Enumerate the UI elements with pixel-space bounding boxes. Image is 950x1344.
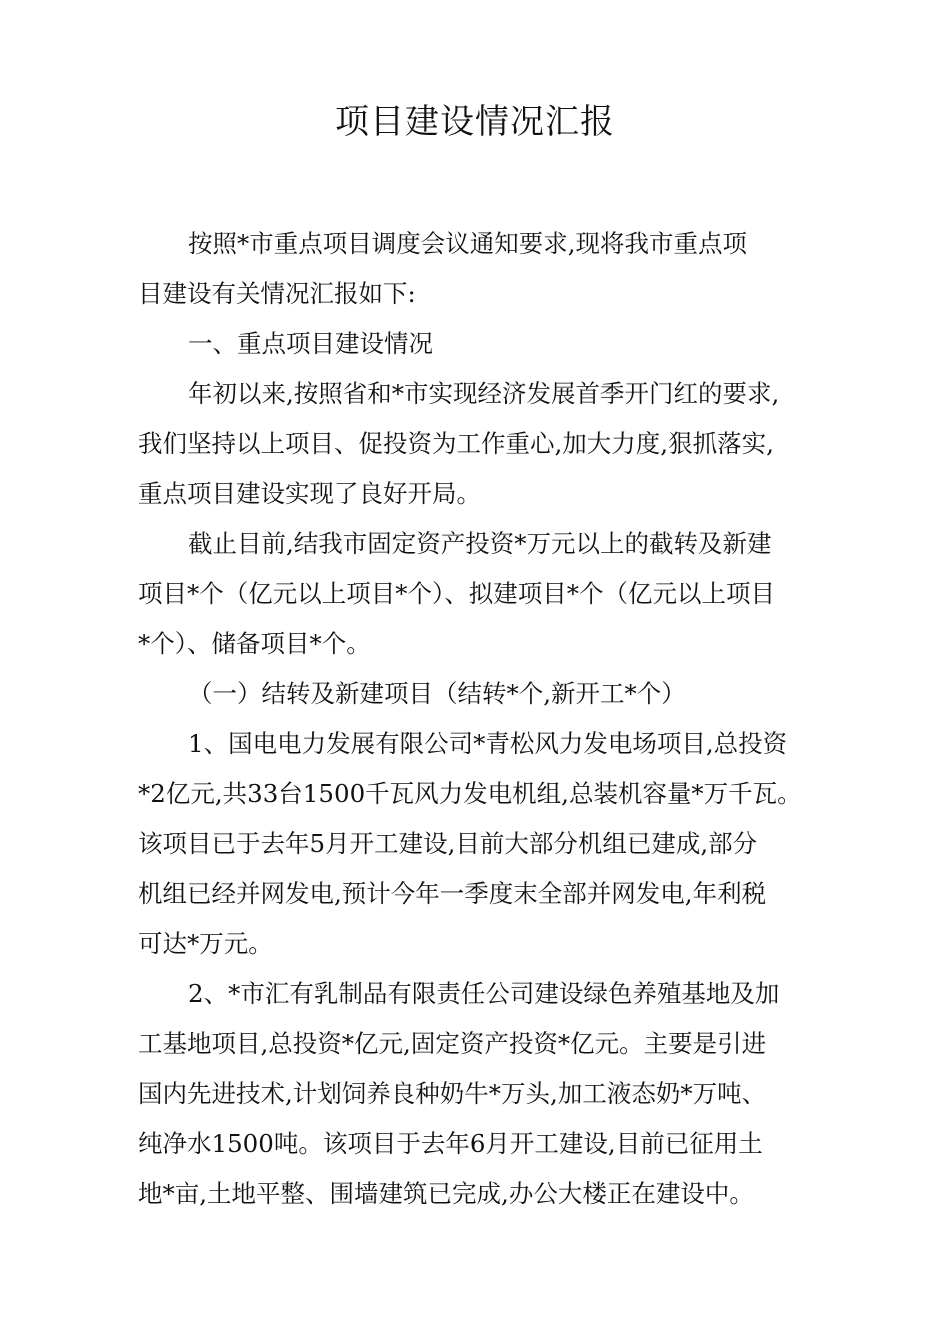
document-title: 项目建设情况汇报 [335, 102, 615, 142]
paragraph-line: *2亿元,共33台1500千瓦风力发电机组,总装机容量*万千瓦。 [138, 779, 802, 808]
paragraph-line: 年初以来,按照省和*市实现经济发展首季开门红的要求, [188, 379, 780, 408]
paragraph-line: 工基地项目,总投资*亿元,固定资产投资*亿元。主要是引进 [138, 1029, 767, 1058]
paragraph-line: 纯净水1500吨。该项目于去年6月开工建设,目前已征用土 [138, 1129, 763, 1158]
paragraph-line: 重点项目建设实现了良好开局。 [138, 479, 481, 508]
paragraph-line: 可达*万元。 [138, 929, 273, 958]
paragraph-line: 截止目前,结我市固定资产投资*万元以上的截转及新建 [188, 529, 772, 558]
paragraph-line: 按照*市重点项目调度会议通知要求,现将我市重点项 [188, 229, 748, 258]
paragraph-line: 1、国电电力发展有限公司*青松风力发电场项目,总投资 [188, 729, 788, 758]
paragraph-line: 2、*市汇有乳制品有限责任公司建设绿色养殖基地及加 [188, 979, 780, 1008]
paragraph-line: 目建设有关情况汇报如下: [138, 279, 416, 308]
paragraph-line: 地*亩,土地平整、围墙建筑已完成,办公大楼正在建设中。 [138, 1179, 754, 1208]
section-heading: 一、重点项目建设情况 [188, 329, 433, 358]
paragraph-line: 机组已经并网发电,预计今年一季度末全部并网发电,年利税 [138, 879, 767, 908]
paragraph-line: 我们坚持以上项目、促投资为工作重心,加大力度,狠抓落实, [138, 429, 774, 458]
paragraph-line: 项目*个（亿元以上项目*个）、拟建项目*个（亿元以上项目 [138, 579, 775, 608]
paragraph-line: 该项目已于去年5月开工建设,目前大部分机组已建成,部分 [138, 829, 758, 858]
subsection-heading: （一）结转及新建项目（结转*个,新开工*个） [188, 679, 686, 708]
paragraph-line: *个）、储备项目*个。 [138, 629, 371, 658]
paragraph-line: 国内先进技术,计划饲养良种奶牛*万头,加工液态奶*万吨、 [138, 1079, 767, 1108]
